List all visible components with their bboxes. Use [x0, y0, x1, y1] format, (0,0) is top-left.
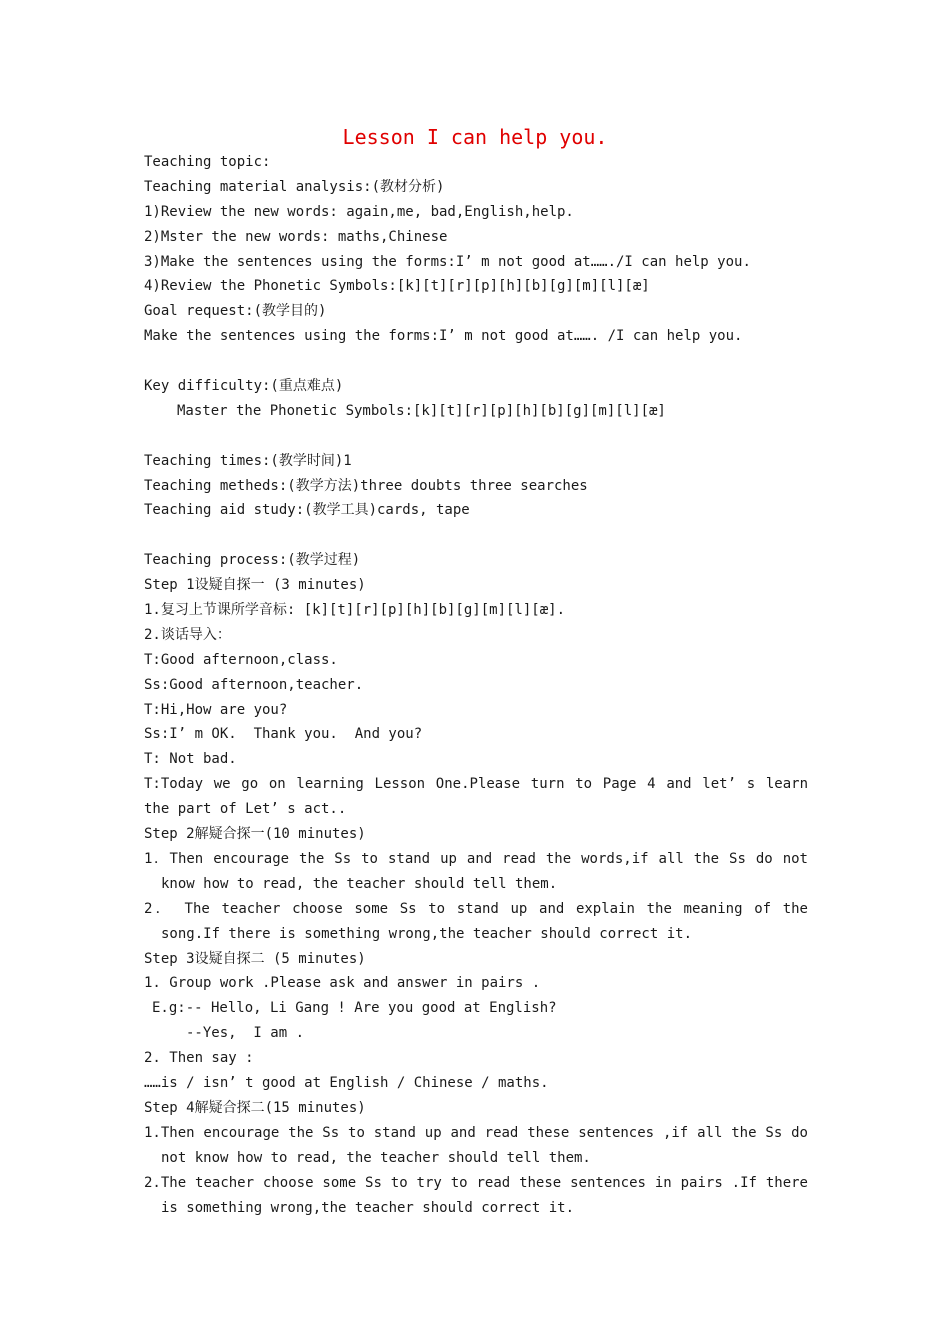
step-2-heading: Step 2解疑合探一(10 minutes) — [144, 826, 366, 843]
document-title: Lesson I can help you. — [342, 125, 608, 149]
spacer — [144, 349, 808, 374]
analysis-item-1: 1)Review the new words: again,me, bad,English,help. — [144, 203, 574, 220]
teaching-process-heading: Teaching process:(教学过程) — [144, 552, 361, 569]
teaching-methods: Teaching metheds:(教学方法)three doubts three searches — [144, 477, 588, 494]
dialogue-paragraph: T:Today we go on learning Lesson One.Please turn to Page 4 and let’ s learn the part of Let’ s act.. — [144, 776, 808, 818]
step-4-item-2: 2.The teacher choose some Ss to try to read these sentences in pairs .If there is something wrong,the teacher should correct it. — [144, 1174, 808, 1216]
example-answer: --Yes, I am . — [186, 1025, 305, 1042]
analysis-item-3: 3)Make the sentences using the forms:I’ m not good at……./I can help you. — [144, 253, 751, 270]
document-body — [144, 150, 808, 1220]
step-2-item-1: 1．Then encourage the Ss to stand up and read the words,if all the Ss do not know how to read, the teacher should tell them. — [144, 850, 808, 892]
goal-request-text: Make the sentences using the forms:I’ m not good at……. /I can help you. — [144, 328, 743, 345]
analysis-item-2: 2)Mster the new words: maths,Chinese — [144, 228, 448, 245]
dialogue-line: T: Not bad. — [144, 751, 237, 768]
step-1-heading: Step 1设疑自探一 (3 minutes) — [144, 577, 366, 594]
dialogue-line: T:Hi,How are you? — [144, 701, 288, 718]
dialogue-line: Ss:Good afternoon,teacher. — [144, 676, 364, 693]
key-difficulty-heading: Key difficulty:(重点难点) — [144, 378, 344, 395]
step-1-item-2: 2.谈话导入： — [144, 626, 231, 643]
step-3-item-2: 2. Then say : — [144, 1050, 254, 1067]
material-analysis-heading: Teaching material analysis:(教材分析) — [144, 178, 445, 195]
dialogue-line: Ss:I’ m OK. Thank you. And you? — [144, 726, 423, 743]
goal-request-heading: Goal request:(教学目的) — [144, 303, 327, 320]
teaching-aid: Teaching aid study:(教学工具)cards, tape — [144, 502, 470, 519]
spacer — [144, 424, 808, 449]
example-line: E.g:-- Hello, Li Gang ! Are you good at English? — [152, 1000, 557, 1017]
say-pattern: ……is / isn’ t good at English / Chinese / maths. — [144, 1075, 549, 1092]
step-4-item-1: 1.Then encourage the Ss to stand up and read these sentences ,if all the Ss do not know how to read, the teacher should tell them. — [144, 1124, 808, 1166]
step-3-item-1: 1. Group work .Please ask and answer in pairs . — [144, 975, 541, 992]
teaching-times: Teaching times:(教学时间)1 — [144, 452, 352, 469]
dialogue-line: T:Good afternoon,class. — [144, 651, 338, 668]
teaching-topic-heading: Teaching topic: — [144, 154, 271, 170]
key-difficulty-text: Master the Phonetic Symbols:[k][t][r][p][h][b][g][m][l][æ] — [177, 402, 666, 419]
step-2-item-2: 2． The teacher choose some Ss to stand up and explain the meaning of the song.If there is something wrong,the teacher should correct it. — [144, 900, 808, 942]
spacer — [144, 523, 808, 548]
step-3-heading: Step 3设疑自探二 (5 minutes) — [144, 950, 366, 967]
analysis-item-4: 4)Review the Phonetic Symbols:[k][t][r][p][h][b][g][m][l][æ] — [144, 278, 650, 295]
step-1-item-1: 1.复习上节课所学音标: [k][t][r][p][h][b][g][m][l][æ]. — [144, 602, 566, 619]
step-4-heading: Step 4解疑合探二(15 minutes) — [144, 1099, 366, 1116]
